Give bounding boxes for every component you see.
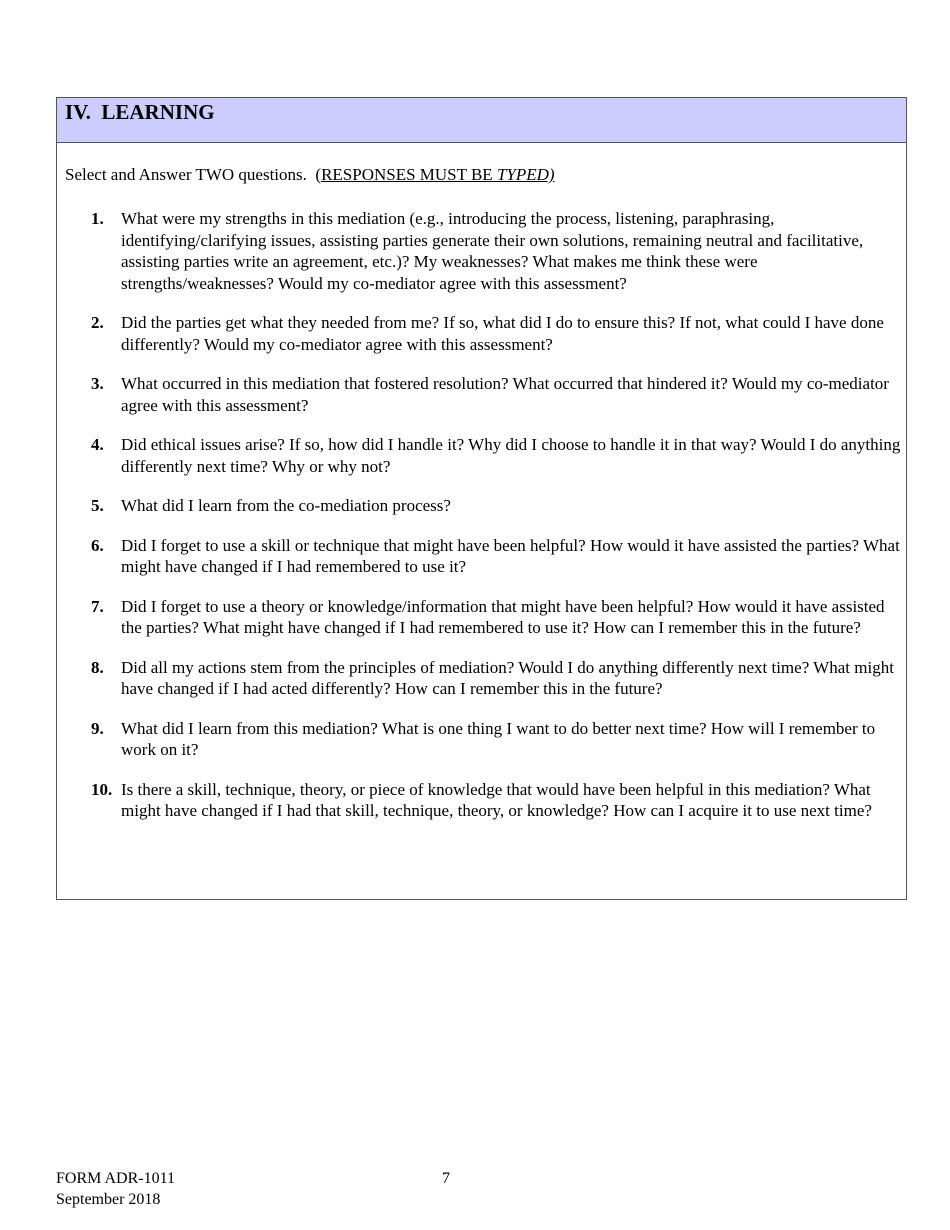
question-item xyxy=(57,495,908,517)
question-number: 9. xyxy=(91,718,104,738)
section-title: IV. LEARNING xyxy=(65,100,215,124)
question-item xyxy=(57,657,908,700)
question-number: 4. xyxy=(91,435,104,454)
section-header xyxy=(57,98,906,143)
question-list xyxy=(57,208,908,840)
question-number: 2. xyxy=(91,313,104,332)
question-text: Did all my actions stem from the principles of mediation? Would I do anything differently next time? What might have changed if I had acted differently? How can I remember this in the future? xyxy=(121,657,894,698)
footer-form-info xyxy=(56,1168,175,1210)
form-id: FORM ADR-1011 xyxy=(56,1170,175,1187)
question-text: Did ethical issues arise? If so, how did I handle it? Why did I choose to handle it in that way? Would I do anything differently next time? Why or why not? xyxy=(121,435,901,476)
question-number: 10. xyxy=(91,779,113,799)
question-item xyxy=(57,312,908,355)
question-number: 5. xyxy=(91,496,104,515)
instructions-prefix: Select and Answer TWO questions. ( xyxy=(65,165,322,184)
page-number: 7 xyxy=(442,1170,450,1187)
question-number: 1. xyxy=(91,209,104,228)
question-item xyxy=(57,596,908,639)
question-text: Did I forget to use a skill or technique that might have been helpful? How would it have assisted the parties? What might have changed if I had remembered to use it? xyxy=(121,535,900,576)
question-item xyxy=(57,208,908,294)
question-number: 8. xyxy=(91,657,104,677)
learning-section xyxy=(56,97,907,900)
question-text: Is there a skill, technique, theory, or piece of knowledge that would have been helpful in this mediation? What might have changed if I had that skill, technique, theory, or knowledge? How can I acquire it to use next time? xyxy=(121,779,872,820)
form-date: September 2018 xyxy=(56,1191,161,1208)
instructions xyxy=(65,164,555,186)
question-item xyxy=(57,779,908,822)
question-text: What occurred in this mediation that fostered resolution? What occurred that hindered it? Would my co-mediator agree with this assessment? xyxy=(121,374,889,415)
question-item xyxy=(57,718,908,761)
question-text: What did I learn from this mediation? What is one thing I want to do better next time? How will I remember to work on it? xyxy=(121,718,876,759)
question-number: 3. xyxy=(91,374,104,393)
question-number: 6. xyxy=(91,535,104,555)
question-text: What were my strengths in this mediation (e.g., introducing the process, listening, paraphrasing, identifying/clarifying issues, assisting parties generate their own solutions, remaining neutral and facilitative, assisting parties write an agreement, etc.)? My weaknesses? What makes me think these were strengths/weaknesses? Would my co-mediator agree with this assessment? xyxy=(121,209,864,293)
question-item xyxy=(57,434,908,477)
question-text: Did I forget to use a theory or knowledge/information that might have been helpful? How would it have assisted the parties? What might have changed if I had remembered to use it? How can I remember this in the future? xyxy=(121,596,885,637)
question-text: Did the parties get what they needed from me? If so, what did I do to ensure this? If not, what could I have done differently? Would my co-mediator agree with this assessment? xyxy=(121,313,884,354)
question-number: 7. xyxy=(91,596,104,616)
question-item xyxy=(57,535,908,578)
question-text: What did I learn from the co-mediation process? xyxy=(121,496,451,515)
instructions-underlined: RESPONSES MUST BE TYPED) xyxy=(321,165,555,184)
instructions-italic: TYPED) xyxy=(496,165,555,184)
question-item xyxy=(57,373,908,416)
